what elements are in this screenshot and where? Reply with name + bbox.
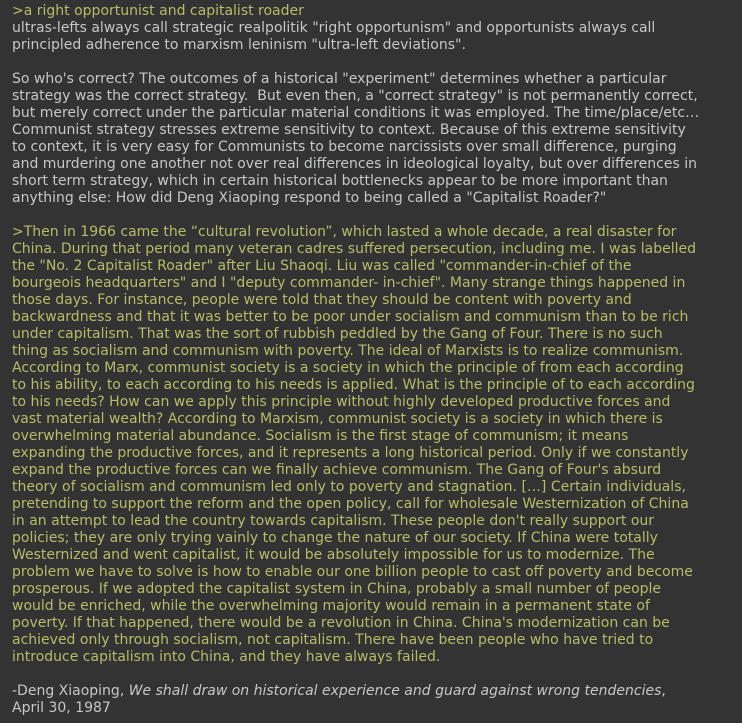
quote-line: prosperous. If we adopted the capitalist system in China, probably a small number of people [12, 581, 662, 597]
quote-line: those days. For instance, people were told that they should be content with poverty and [12, 292, 632, 308]
blank-line [12, 54, 734, 71]
paragraph-2-line: strategy was the correct strategy. But even then, a "correct strategy" is not permanently correct, [12, 88, 698, 104]
deng-quote-greentext [12, 224, 734, 666]
quote-line: to his ability, to each according to his needs is applied. What is the principle of to each according [12, 377, 695, 393]
quote-line: theory of socialism and communism led only to poverty and stagnation. […] Certain individuals, [12, 479, 686, 495]
paragraph-2-line: anything else: How did Deng Xiaoping respond to being called a "Capitalist Roader?" [12, 190, 607, 206]
quote-line: poverty. If that happened, there would be a revolution in China. China's modernization can be [12, 615, 670, 631]
paragraph-2-line: but merely correct under the particular material conditions it was employed. The time/place/etc… [12, 105, 700, 121]
attribution-date: April 30, 1987 [12, 700, 111, 716]
quote-line: vast material wealth? According to Marxism, communist society is a society in which there is [12, 411, 663, 427]
paragraph-1-line: principled adherence to marxism leninism "ultra-left deviations". [12, 37, 466, 53]
quote-line: under capitalism. That was the sort of rubbish peddled by the Gang of Four. There is no such [12, 326, 663, 342]
paragraph-2-line: Communist strategy stresses extreme sensitivity to context. Because of this extreme sensitivity [12, 122, 686, 138]
quote-line: backwardness and that it was better to be poor under socialism and communism than to be rich [12, 309, 689, 325]
quote-line: pretending to support the reform and the open policy, call for wholesale Westernization of China [12, 496, 689, 512]
attribution-work-title: We shall draw on historical experience and guard against wrong tendencies [128, 683, 662, 699]
attribution-source-line [12, 683, 734, 700]
quote-line: the "No. 2 Capitalist Roader" after Liu Shaoqi. Liu was called "commander-in-chief of the [12, 258, 632, 274]
attribution-comma: , [661, 683, 666, 699]
greentext-intro-line: >a right opportunist and capitalist roader [12, 3, 304, 19]
quote-line: expand the productive forces can we finally achieve communism. The Gang of Four's absurd [12, 462, 662, 478]
attribution [12, 683, 734, 717]
quote-line: China. During that period many veteran cadres suffered persecution, including me. I was labelled [12, 241, 697, 257]
quote-line: overwhelming material abundance. Socialism is the first stage of communism; it means [12, 428, 629, 444]
quote-line: introduce capitalism into China, and they have always failed. [12, 649, 441, 665]
blank-line [12, 207, 734, 224]
post-body [12, 3, 734, 717]
paragraph-ultra-left [12, 20, 734, 54]
paragraph-who-is-correct [12, 71, 734, 207]
quote-line: would be enriched, while the overwhelming majority would remain in a permanent state of [12, 598, 650, 614]
attribution-author: -Deng Xiaoping, [12, 683, 129, 699]
quote-line: problem we have to solve is how to enable our one billion people to cast off poverty and become [12, 564, 693, 580]
paragraph-1-line: ultras-lefts always call strategic realpolitik "right opportunism" and opportunists always call [12, 20, 656, 36]
quote-line: in an attempt to lead the country towards capitalism. These people don't really support our [12, 513, 655, 529]
paragraph-2-line: to context, it is very easy for Communists to become narcissists over small difference, purging [12, 139, 677, 155]
paragraph-2-line: So who's correct? The outcomes of a historical "experiment" determines whether a particular [12, 71, 667, 87]
quote-line: policies; they are only trying vainly to change the nature of our society. If China were totally [12, 530, 658, 546]
blank-line [12, 666, 734, 683]
paragraph-2-line: and murdering one another not over real differences in ideological loyalty, but over differences in [12, 156, 697, 172]
quote-line: Westernized and went capitalist, it would be absolutely impossible for us to modernize. The [12, 547, 655, 563]
quote-line: to his needs? How can we apply this principle without highly developed productive forces and [12, 394, 671, 410]
quote-line: >Then in 1966 came the “cultural revolution”, which lasted a whole decade, a real disaster for [12, 224, 677, 240]
quote-line: achieved only through socialism, not capitalism. There have been people who have tried to [12, 632, 654, 648]
paragraph-2-line: short term strategy, which in certain historical bottlenecks appear to be more important than [12, 173, 668, 189]
quote-line: expanding the productive forces, and it represents a long historical period. Only if we constantly [12, 445, 689, 461]
quote-line: thing as socialism and communism with poverty. The ideal of Marxists is to realize communism. [12, 343, 684, 359]
quote-line: According to Marx, communist society is a society in which the principle of from each according [12, 360, 684, 376]
quote-line: bourgeois headquarters" and I "deputy commander- in-chief". Many strange things happened in [12, 275, 686, 291]
